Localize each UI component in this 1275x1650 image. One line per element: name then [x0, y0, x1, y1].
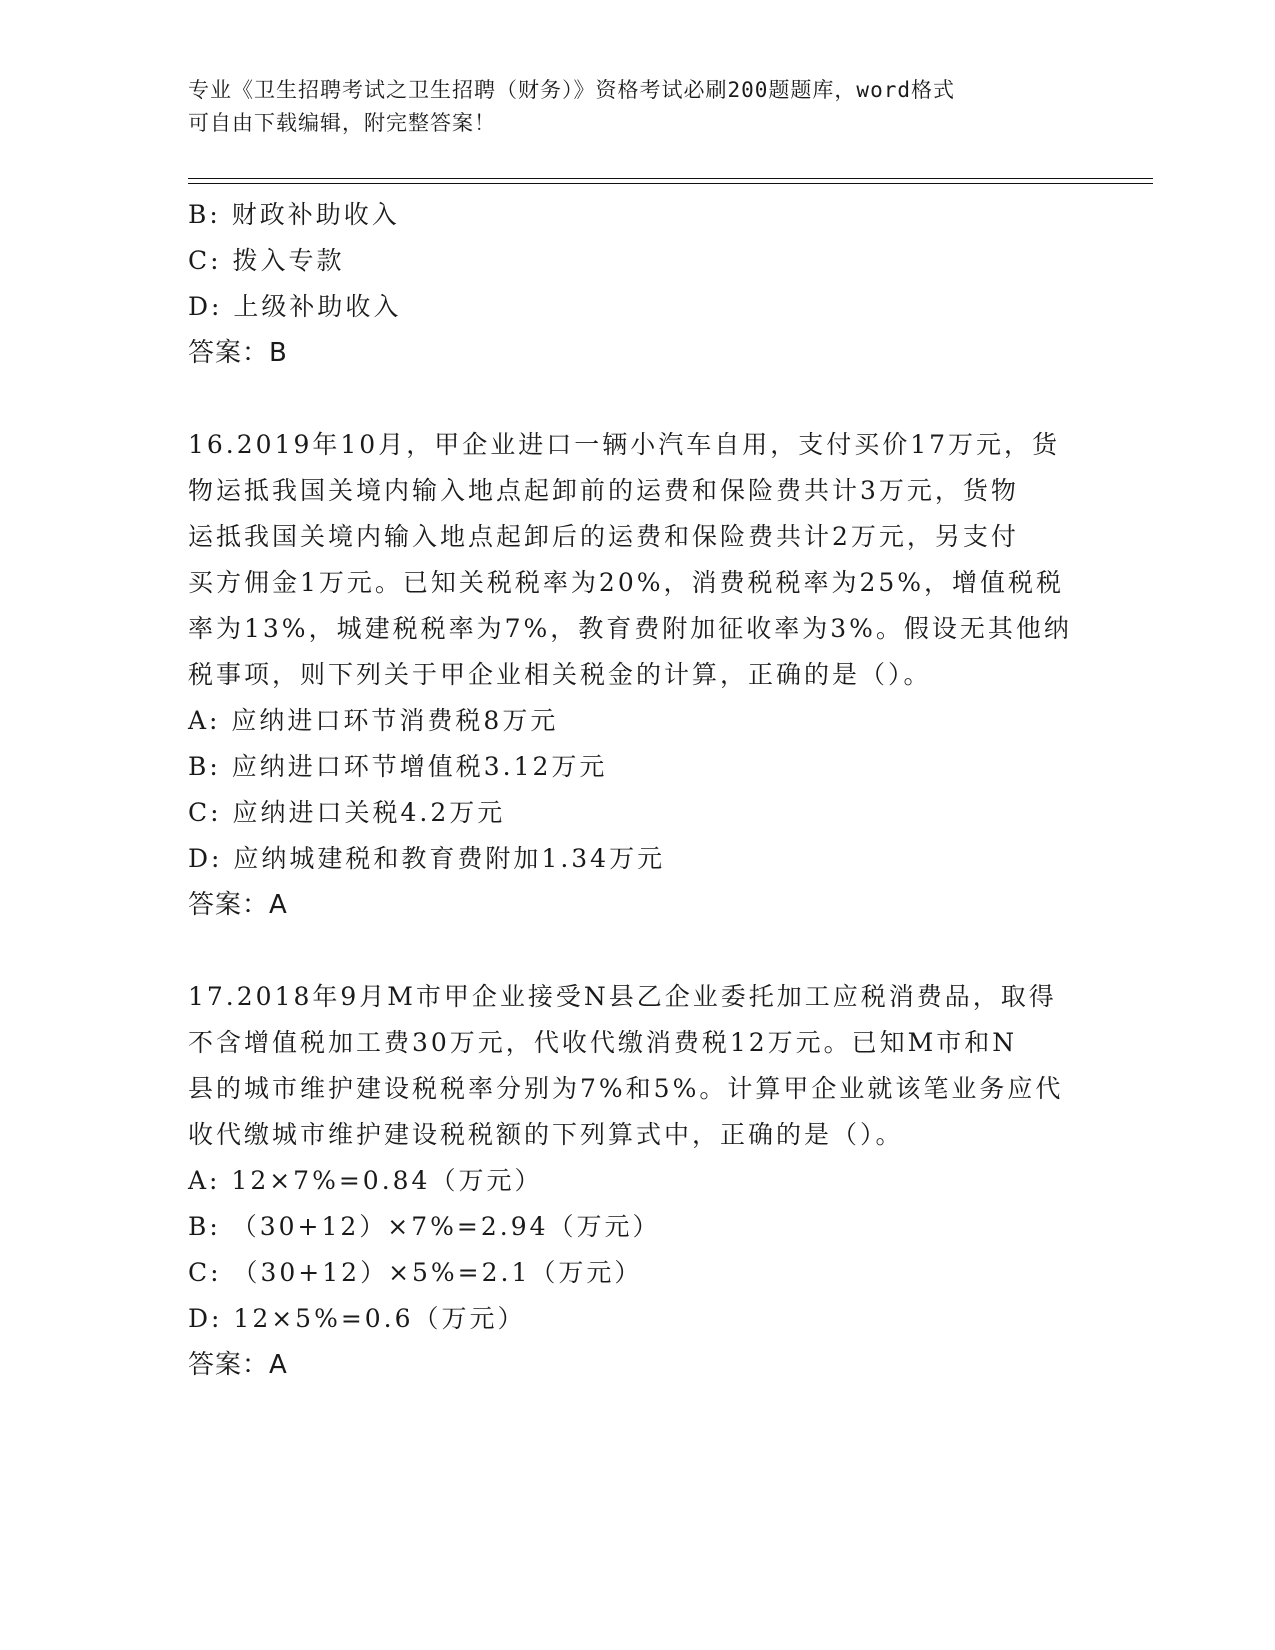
question-text-line: 税事项，则下列关于甲企业相关税金的计算，正确的是（）。 — [188, 660, 932, 689]
option-b: B: 应纳进口环节增值税3.12万元 — [188, 752, 608, 781]
option-b: B: （30+12）×7%=2.94（万元） — [188, 1212, 661, 1241]
document-header — [188, 74, 1068, 140]
question-text-line: 率为13%，城建税税率为7%，教育费附加征收率为3%。假设无其他纳 — [188, 614, 1072, 643]
option-a: A: 应纳进口环节消费税8万元 — [188, 706, 559, 735]
header-line-1: 专业《卫生招聘考试之卫生招聘（财务）》资格考试必刷200题题库，word格式 — [188, 78, 955, 102]
option-c: C: 拨入专款 — [188, 246, 345, 275]
header-divider-top — [188, 178, 1153, 179]
question-text-line: 买方佣金1万元。已知关税税率为20%，消费税税率为25%，增值税税 — [188, 568, 1065, 597]
question-text-line: 物运抵我国关境内输入地点起卸前的运费和保险费共计3万元，货物 — [188, 476, 1019, 505]
option-a: A: 12×7%=0.84（万元） — [188, 1166, 543, 1195]
option-c: C: （30+12）×5%=2.1（万元） — [188, 1258, 643, 1287]
option-b: B: 财政补助收入 — [188, 200, 400, 229]
question-text-line: 不含增值税加工费30万元，代收代缴消费税12万元。已知M市和N — [188, 1028, 1018, 1057]
header-line-2: 可自由下载编辑，附完整答案！ — [188, 111, 496, 135]
option-d: D: 应纳城建税和教育费附加1.34万元 — [188, 844, 666, 873]
document-body — [188, 192, 1088, 1388]
question-text-line: 17.2018年9月M市甲企业接受N县乙企业委托加工应税消费品，取得 — [188, 982, 1057, 1011]
answer-line: 答案：A — [188, 1350, 288, 1380]
header-divider-bottom — [188, 183, 1153, 184]
spacer — [188, 376, 1088, 422]
spacer — [188, 928, 1088, 974]
answer-line: 答案：B — [188, 338, 288, 368]
option-d: D: 上级补助收入 — [188, 292, 402, 321]
question-text-line: 运抵我国关境内输入地点起卸后的运费和保险费共计2万元，另支付 — [188, 522, 1019, 551]
question-text-line: 县的城市维护建设税税率分别为7%和5%。计算甲企业就该笔业务应代 — [188, 1074, 1064, 1103]
question-text-line: 收代缴城市维护建设税税额的下列算式中，正确的是（）。 — [188, 1120, 904, 1149]
option-d: D: 12×5%=0.6（万元） — [188, 1304, 526, 1333]
option-c: C: 应纳进口关税4.2万元 — [188, 798, 506, 827]
question-15 — [188, 192, 1088, 376]
question-17 — [188, 974, 1088, 1388]
question-16 — [188, 422, 1088, 928]
answer-line: 答案：A — [188, 890, 288, 920]
question-text-line: 16.2019年10月，甲企业进口一辆小汽车自用，支付买价17万元，货 — [188, 430, 1061, 459]
